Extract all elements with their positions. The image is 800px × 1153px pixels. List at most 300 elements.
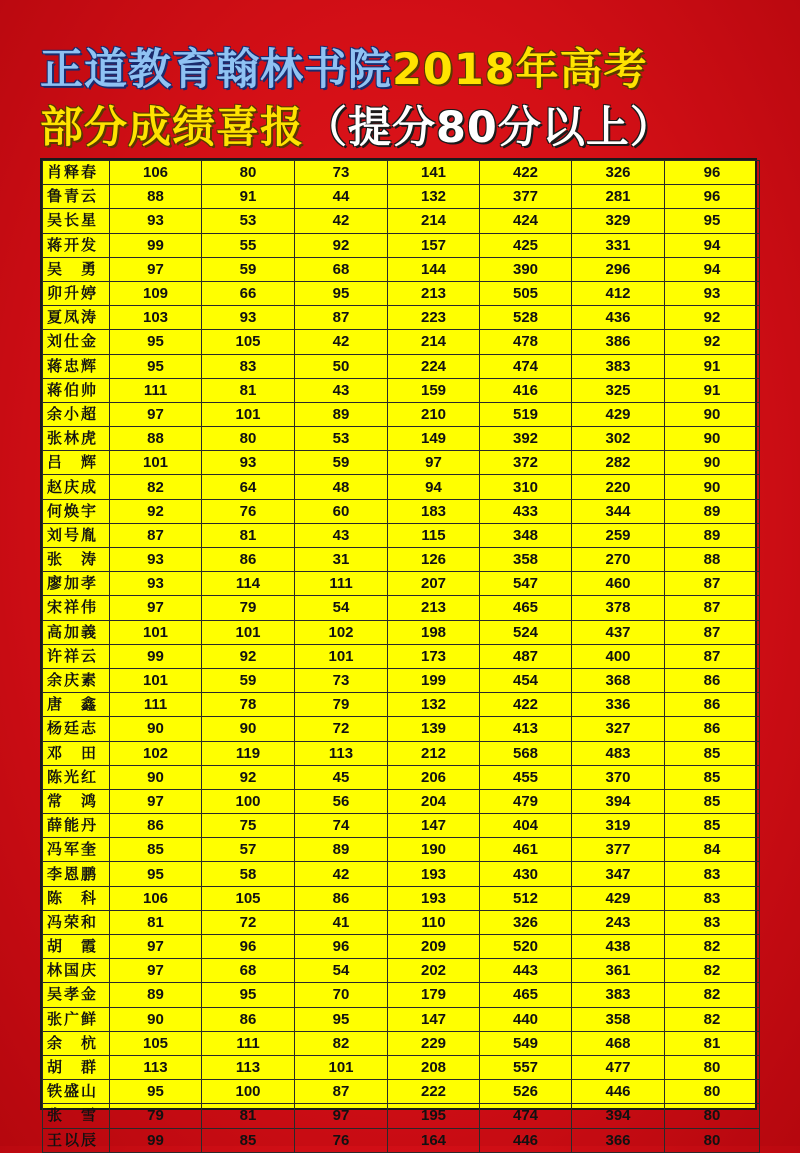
score-cell: 386 xyxy=(572,330,665,354)
score-cell: 94 xyxy=(665,233,760,257)
score-cell: 119 xyxy=(202,741,295,765)
score-cell: 243 xyxy=(572,910,665,934)
score-cell: 88 xyxy=(110,185,202,209)
score-cell: 90 xyxy=(110,765,202,789)
score-cell: 430 xyxy=(480,862,572,886)
score-cell: 97 xyxy=(110,935,202,959)
score-cell: 460 xyxy=(572,572,665,596)
announcement-title: 部分成绩喜报 xyxy=(40,103,304,153)
score-cell: 92 xyxy=(665,330,760,354)
score-cell: 524 xyxy=(480,620,572,644)
score-cell: 91 xyxy=(665,354,760,378)
table-row xyxy=(43,185,760,209)
score-cell: 103 xyxy=(110,306,202,330)
score-cell: 296 xyxy=(572,257,665,281)
score-cell: 85 xyxy=(202,1128,295,1152)
score-cell: 105 xyxy=(202,886,295,910)
score-cell: 347 xyxy=(572,862,665,886)
score-cell: 198 xyxy=(388,620,480,644)
table-row xyxy=(43,935,760,959)
table-row xyxy=(43,886,760,910)
table-row xyxy=(43,548,760,572)
score-cell: 82 xyxy=(665,959,760,983)
score-cell: 100 xyxy=(202,1080,295,1104)
score-cell: 92 xyxy=(665,306,760,330)
score-cell: 438 xyxy=(572,935,665,959)
student-name: 杨廷志 xyxy=(43,717,110,741)
table-row xyxy=(43,1007,760,1031)
score-cell: 56 xyxy=(295,789,388,813)
score-cell: 141 xyxy=(388,161,480,185)
score-cell: 213 xyxy=(388,596,480,620)
score-cell: 547 xyxy=(480,572,572,596)
title-line-2 xyxy=(40,94,674,155)
score-cell: 80 xyxy=(665,1128,760,1152)
score-cell: 281 xyxy=(572,185,665,209)
score-cell: 80 xyxy=(665,1055,760,1079)
score-cell: 97 xyxy=(110,257,202,281)
score-cell: 446 xyxy=(480,1128,572,1152)
score-cell: 58 xyxy=(202,862,295,886)
student-name: 冯荣和 xyxy=(43,910,110,934)
score-cell: 76 xyxy=(295,1128,388,1152)
student-name: 吕 辉 xyxy=(43,451,110,475)
student-name: 刘号胤 xyxy=(43,523,110,547)
score-cell: 42 xyxy=(295,209,388,233)
student-name: 胡 霞 xyxy=(43,935,110,959)
score-cell: 126 xyxy=(388,548,480,572)
score-cell: 68 xyxy=(295,257,388,281)
score-cell: 78 xyxy=(202,693,295,717)
score-cell: 91 xyxy=(665,378,760,402)
poster-header xyxy=(0,0,800,158)
score-cell: 83 xyxy=(202,354,295,378)
score-cell: 568 xyxy=(480,741,572,765)
table-row xyxy=(43,693,760,717)
score-cell: 111 xyxy=(295,572,388,596)
score-cell: 87 xyxy=(110,523,202,547)
score-cell: 429 xyxy=(572,886,665,910)
score-cell: 366 xyxy=(572,1128,665,1152)
table-row xyxy=(43,1104,760,1128)
score-cell: 159 xyxy=(388,378,480,402)
score-cell: 53 xyxy=(295,427,388,451)
score-cell: 55 xyxy=(202,233,295,257)
score-cell: 95 xyxy=(110,1080,202,1104)
score-cell: 82 xyxy=(665,935,760,959)
table-row xyxy=(43,814,760,838)
student-name: 薛能丹 xyxy=(43,814,110,838)
score-cell: 223 xyxy=(388,306,480,330)
score-cell: 425 xyxy=(480,233,572,257)
score-cell: 96 xyxy=(665,185,760,209)
score-cell: 336 xyxy=(572,693,665,717)
score-cell: 433 xyxy=(480,499,572,523)
student-name: 蒋忠辉 xyxy=(43,354,110,378)
score-cell: 95 xyxy=(110,862,202,886)
table-row xyxy=(43,1128,760,1152)
score-cell: 270 xyxy=(572,548,665,572)
score-cell: 505 xyxy=(480,281,572,305)
score-cell: 90 xyxy=(665,451,760,475)
score-cell: 95 xyxy=(110,354,202,378)
score-table xyxy=(42,160,760,1153)
score-cell: 85 xyxy=(665,765,760,789)
score-cell: 101 xyxy=(110,668,202,692)
score-cell: 97 xyxy=(110,596,202,620)
table-row xyxy=(43,281,760,305)
score-cell: 224 xyxy=(388,354,480,378)
score-cell: 93 xyxy=(665,281,760,305)
score-cell: 195 xyxy=(388,1104,480,1128)
score-cell: 87 xyxy=(665,620,760,644)
table-row xyxy=(43,306,760,330)
score-cell: 86 xyxy=(202,548,295,572)
score-cell: 101 xyxy=(202,402,295,426)
score-cell: 82 xyxy=(665,983,760,1007)
score-cell: 70 xyxy=(295,983,388,1007)
score-cell: 474 xyxy=(480,354,572,378)
score-cell: 96 xyxy=(202,935,295,959)
student-name: 常 鸿 xyxy=(43,789,110,813)
score-cell: 465 xyxy=(480,596,572,620)
score-cell: 93 xyxy=(110,572,202,596)
score-cell: 92 xyxy=(202,765,295,789)
score-cell: 84 xyxy=(665,838,760,862)
score-cell: 319 xyxy=(572,814,665,838)
table-row xyxy=(43,572,760,596)
score-cell: 132 xyxy=(388,693,480,717)
score-cell: 97 xyxy=(110,789,202,813)
table-row xyxy=(43,741,760,765)
table-row xyxy=(43,668,760,692)
score-cell: 87 xyxy=(295,1080,388,1104)
score-cell: 210 xyxy=(388,402,480,426)
score-cell: 512 xyxy=(480,886,572,910)
student-name: 胡 群 xyxy=(43,1055,110,1079)
score-cell: 101 xyxy=(202,620,295,644)
score-cell: 95 xyxy=(295,1007,388,1031)
score-cell: 115 xyxy=(388,523,480,547)
student-name: 卯升婷 xyxy=(43,281,110,305)
score-cell: 157 xyxy=(388,233,480,257)
score-cell: 76 xyxy=(202,499,295,523)
title-line-1 xyxy=(40,36,648,97)
score-cell: 206 xyxy=(388,765,480,789)
score-cell: 83 xyxy=(665,910,760,934)
score-cell: 208 xyxy=(388,1055,480,1079)
score-cell: 412 xyxy=(572,281,665,305)
score-cell: 329 xyxy=(572,209,665,233)
score-cell: 90 xyxy=(665,475,760,499)
table-row xyxy=(43,596,760,620)
score-cell: 204 xyxy=(388,789,480,813)
score-cell: 66 xyxy=(202,281,295,305)
student-name: 张林虎 xyxy=(43,427,110,451)
score-cell: 220 xyxy=(572,475,665,499)
score-cell: 422 xyxy=(480,693,572,717)
score-cell: 95 xyxy=(202,983,295,1007)
table-row xyxy=(43,427,760,451)
score-cell: 93 xyxy=(202,451,295,475)
score-cell: 88 xyxy=(110,427,202,451)
score-cell: 383 xyxy=(572,354,665,378)
score-cell: 95 xyxy=(110,330,202,354)
score-cell: 81 xyxy=(202,523,295,547)
score-cell: 478 xyxy=(480,330,572,354)
student-name: 陈光红 xyxy=(43,765,110,789)
score-cell: 90 xyxy=(110,1007,202,1031)
announcement-subtitle: （提分80分以上） xyxy=(304,103,674,153)
score-cell: 429 xyxy=(572,402,665,426)
score-cell: 45 xyxy=(295,765,388,789)
score-cell: 85 xyxy=(665,814,760,838)
table-row xyxy=(43,378,760,402)
score-cell: 193 xyxy=(388,862,480,886)
score-cell: 483 xyxy=(572,741,665,765)
score-cell: 443 xyxy=(480,959,572,983)
score-cell: 111 xyxy=(202,1031,295,1055)
student-name: 廖加孝 xyxy=(43,572,110,596)
score-cell: 378 xyxy=(572,596,665,620)
score-cell: 147 xyxy=(388,814,480,838)
score-cell: 111 xyxy=(110,378,202,402)
table-row xyxy=(43,330,760,354)
student-name: 吴 勇 xyxy=(43,257,110,281)
score-cell: 73 xyxy=(295,668,388,692)
score-cell: 344 xyxy=(572,499,665,523)
score-cell: 199 xyxy=(388,668,480,692)
score-cell: 93 xyxy=(202,306,295,330)
table-row xyxy=(43,1055,760,1079)
student-name: 鲁青云 xyxy=(43,185,110,209)
score-cell: 383 xyxy=(572,983,665,1007)
score-cell: 179 xyxy=(388,983,480,1007)
score-cell: 520 xyxy=(480,935,572,959)
table-row xyxy=(43,1031,760,1055)
student-name: 蒋伯帅 xyxy=(43,378,110,402)
score-cell: 390 xyxy=(480,257,572,281)
score-cell: 89 xyxy=(665,499,760,523)
score-cell: 310 xyxy=(480,475,572,499)
student-name: 林国庆 xyxy=(43,959,110,983)
score-cell: 97 xyxy=(110,402,202,426)
score-cell: 89 xyxy=(295,402,388,426)
score-cell: 79 xyxy=(110,1104,202,1128)
table-row xyxy=(43,838,760,862)
score-cell: 64 xyxy=(202,475,295,499)
score-cell: 90 xyxy=(665,427,760,451)
table-row xyxy=(43,1080,760,1104)
score-cell: 79 xyxy=(202,596,295,620)
student-name: 赵庆成 xyxy=(43,475,110,499)
score-cell: 468 xyxy=(572,1031,665,1055)
score-cell: 446 xyxy=(572,1080,665,1104)
score-cell: 89 xyxy=(665,523,760,547)
table-row xyxy=(43,451,760,475)
score-cell: 331 xyxy=(572,233,665,257)
score-table-body xyxy=(43,161,760,1153)
score-cell: 86 xyxy=(202,1007,295,1031)
score-cell: 368 xyxy=(572,668,665,692)
table-row xyxy=(43,161,760,185)
score-cell: 86 xyxy=(665,693,760,717)
score-cell: 43 xyxy=(295,378,388,402)
table-row xyxy=(43,354,760,378)
score-cell: 90 xyxy=(665,402,760,426)
score-cell: 73 xyxy=(295,161,388,185)
student-name: 夏凤涛 xyxy=(43,306,110,330)
student-name: 邓 田 xyxy=(43,741,110,765)
score-cell: 48 xyxy=(295,475,388,499)
student-name: 高加義 xyxy=(43,620,110,644)
score-cell: 42 xyxy=(295,862,388,886)
score-cell: 102 xyxy=(295,620,388,644)
score-cell: 144 xyxy=(388,257,480,281)
score-cell: 212 xyxy=(388,741,480,765)
table-row xyxy=(43,644,760,668)
table-row xyxy=(43,402,760,426)
student-name: 何焕宇 xyxy=(43,499,110,523)
score-cell: 372 xyxy=(480,451,572,475)
table-row xyxy=(43,789,760,813)
score-cell: 109 xyxy=(110,281,202,305)
score-cell: 101 xyxy=(110,451,202,475)
score-cell: 97 xyxy=(388,451,480,475)
score-cell: 100 xyxy=(202,789,295,813)
table-row xyxy=(43,983,760,1007)
score-cell: 105 xyxy=(110,1031,202,1055)
score-cell: 209 xyxy=(388,935,480,959)
score-cell: 377 xyxy=(572,838,665,862)
student-name: 张广鲜 xyxy=(43,1007,110,1031)
table-row xyxy=(43,862,760,886)
score-cell: 59 xyxy=(202,257,295,281)
score-cell: 193 xyxy=(388,886,480,910)
score-cell: 173 xyxy=(388,644,480,668)
score-cell: 413 xyxy=(480,717,572,741)
score-cell: 92 xyxy=(202,644,295,668)
score-cell: 528 xyxy=(480,306,572,330)
table-row xyxy=(43,765,760,789)
score-cell: 222 xyxy=(388,1080,480,1104)
score-cell: 91 xyxy=(202,185,295,209)
score-cell: 358 xyxy=(572,1007,665,1031)
score-cell: 214 xyxy=(388,209,480,233)
score-cell: 474 xyxy=(480,1104,572,1128)
score-cell: 86 xyxy=(295,886,388,910)
score-cell: 106 xyxy=(110,886,202,910)
score-cell: 479 xyxy=(480,789,572,813)
score-cell: 90 xyxy=(110,717,202,741)
score-cell: 113 xyxy=(295,741,388,765)
score-cell: 110 xyxy=(388,910,480,934)
score-cell: 105 xyxy=(202,330,295,354)
score-cell: 44 xyxy=(295,185,388,209)
student-name: 陈 科 xyxy=(43,886,110,910)
table-row xyxy=(43,620,760,644)
score-cell: 361 xyxy=(572,959,665,983)
score-cell: 92 xyxy=(295,233,388,257)
score-cell: 86 xyxy=(665,668,760,692)
student-name: 李恩鹏 xyxy=(43,862,110,886)
score-cell: 416 xyxy=(480,378,572,402)
score-cell: 99 xyxy=(110,233,202,257)
score-cell: 327 xyxy=(572,717,665,741)
score-cell: 202 xyxy=(388,959,480,983)
score-cell: 59 xyxy=(202,668,295,692)
score-cell: 101 xyxy=(295,644,388,668)
score-cell: 302 xyxy=(572,427,665,451)
score-cell: 214 xyxy=(388,330,480,354)
score-cell: 106 xyxy=(110,161,202,185)
score-cell: 139 xyxy=(388,717,480,741)
score-cell: 43 xyxy=(295,523,388,547)
score-cell: 95 xyxy=(665,209,760,233)
student-name: 唐 鑫 xyxy=(43,693,110,717)
school-name: 正道教育翰林书院 xyxy=(40,45,392,95)
score-cell: 80 xyxy=(202,161,295,185)
score-cell: 549 xyxy=(480,1031,572,1055)
score-cell: 89 xyxy=(295,838,388,862)
score-cell: 72 xyxy=(295,717,388,741)
table-row xyxy=(43,475,760,499)
score-cell: 454 xyxy=(480,668,572,692)
score-cell: 394 xyxy=(572,789,665,813)
score-cell: 88 xyxy=(665,548,760,572)
student-name: 张 雪 xyxy=(43,1104,110,1128)
score-cell: 81 xyxy=(665,1031,760,1055)
table-row xyxy=(43,499,760,523)
score-cell: 54 xyxy=(295,959,388,983)
score-cell: 83 xyxy=(665,886,760,910)
score-cell: 59 xyxy=(295,451,388,475)
score-cell: 95 xyxy=(295,281,388,305)
score-cell: 400 xyxy=(572,644,665,668)
score-cell: 68 xyxy=(202,959,295,983)
score-cell: 424 xyxy=(480,209,572,233)
score-cell: 96 xyxy=(295,935,388,959)
score-cell: 404 xyxy=(480,814,572,838)
score-cell: 85 xyxy=(665,789,760,813)
score-cell: 465 xyxy=(480,983,572,1007)
score-cell: 74 xyxy=(295,814,388,838)
score-cell: 207 xyxy=(388,572,480,596)
score-cell: 394 xyxy=(572,1104,665,1128)
score-cell: 87 xyxy=(665,572,760,596)
score-cell: 50 xyxy=(295,354,388,378)
score-cell: 82 xyxy=(110,475,202,499)
score-cell: 54 xyxy=(295,596,388,620)
score-cell: 114 xyxy=(202,572,295,596)
score-cell: 80 xyxy=(202,427,295,451)
student-name: 蒋开发 xyxy=(43,233,110,257)
score-cell: 358 xyxy=(480,548,572,572)
table-row xyxy=(43,959,760,983)
score-cell: 229 xyxy=(388,1031,480,1055)
score-cell: 87 xyxy=(295,306,388,330)
score-cell: 213 xyxy=(388,281,480,305)
score-cell: 282 xyxy=(572,451,665,475)
table-row xyxy=(43,910,760,934)
exam-year: 2018年高考 xyxy=(392,45,648,95)
score-cell: 75 xyxy=(202,814,295,838)
score-cell: 455 xyxy=(480,765,572,789)
table-row xyxy=(43,523,760,547)
score-cell: 87 xyxy=(665,644,760,668)
score-cell: 190 xyxy=(388,838,480,862)
score-cell: 164 xyxy=(388,1128,480,1152)
